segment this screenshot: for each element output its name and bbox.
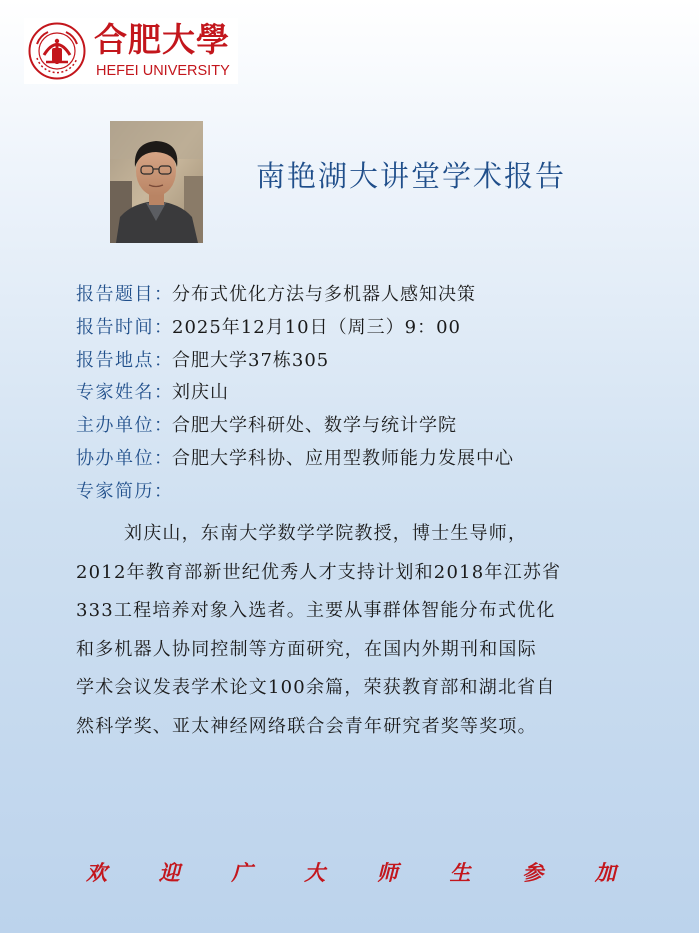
welcome-char: 大 xyxy=(304,860,326,885)
expert-value: 刘庆山 xyxy=(172,382,229,404)
info-row-resume xyxy=(76,476,676,509)
expert-biography xyxy=(76,515,652,746)
colon: ： xyxy=(154,415,172,437)
place-label: 报告地点 xyxy=(76,349,154,371)
info-row-expert xyxy=(76,377,676,410)
colon: ： xyxy=(154,447,172,469)
logo-chinese-name: 合肥大學 xyxy=(94,20,230,59)
info-row-topic xyxy=(76,279,676,312)
info-row-host xyxy=(76,410,676,443)
host-label: 主办单位 xyxy=(76,415,154,437)
welcome-char: 参 xyxy=(522,860,544,885)
university-seal-icon xyxy=(28,22,86,80)
info-row-time xyxy=(76,312,676,345)
info-row-place xyxy=(76,345,676,378)
expert-label: 专家姓名 xyxy=(76,382,154,404)
welcome-char: 加 xyxy=(594,860,616,885)
welcome-banner xyxy=(86,856,616,890)
cohost-value: 合肥大学科协、应用型教师能力发展中心 xyxy=(172,447,514,469)
bio-line: 2012年教育部新世纪优秀人才支持计划和2018年江苏省 xyxy=(76,561,562,583)
university-logo xyxy=(24,18,238,84)
welcome-char: 欢 xyxy=(86,860,107,885)
resume-label: 专家简历 xyxy=(76,480,154,502)
bio-line: 学术会议发表学术论文100余篇，荣获教育部和湖北省自 xyxy=(76,677,556,698)
colon: ： xyxy=(154,382,172,404)
info-row-cohost xyxy=(76,443,676,476)
logo-english-name: HEFEI UNIVERSITY xyxy=(96,63,230,79)
time-label: 报告时间 xyxy=(76,316,154,338)
welcome-char: 迎 xyxy=(158,860,180,885)
bio-line: 刘庆山，东南大学数学学院教授，博士生导师， xyxy=(124,523,528,544)
time-value: 2025年12月10日（周三）9：00 xyxy=(172,316,461,338)
page-title: 南艳湖大讲堂学术报告 xyxy=(256,159,567,193)
lecture-info xyxy=(76,279,676,509)
topic-value: 分布式优化方法与多机器人感知决策 xyxy=(172,284,476,305)
welcome-char: 师 xyxy=(376,860,398,885)
host-value: 合肥大学科研处、数学与统计学院 xyxy=(172,415,457,437)
cohost-label: 协办单位 xyxy=(76,447,154,469)
speaker-portrait-photo xyxy=(110,121,203,243)
colon: ： xyxy=(154,349,172,371)
bio-line: 和多机器人协同控制等方面研究，在国内外期刊和国际 xyxy=(76,638,537,660)
topic-label: 报告题目 xyxy=(76,284,154,305)
welcome-char: 广 xyxy=(231,860,253,885)
bio-line: 333工程培养对象入选者。主要从事群体智能分布式优化 xyxy=(76,600,556,621)
colon: ： xyxy=(154,480,172,502)
colon: ： xyxy=(154,284,172,305)
colon: ： xyxy=(154,316,172,338)
place-value: 合肥大学37栋305 xyxy=(172,349,330,371)
welcome-char: 生 xyxy=(449,860,471,885)
bio-line: 然科学奖、亚太神经网络联合会青年研究者奖等奖项。 xyxy=(76,715,537,737)
